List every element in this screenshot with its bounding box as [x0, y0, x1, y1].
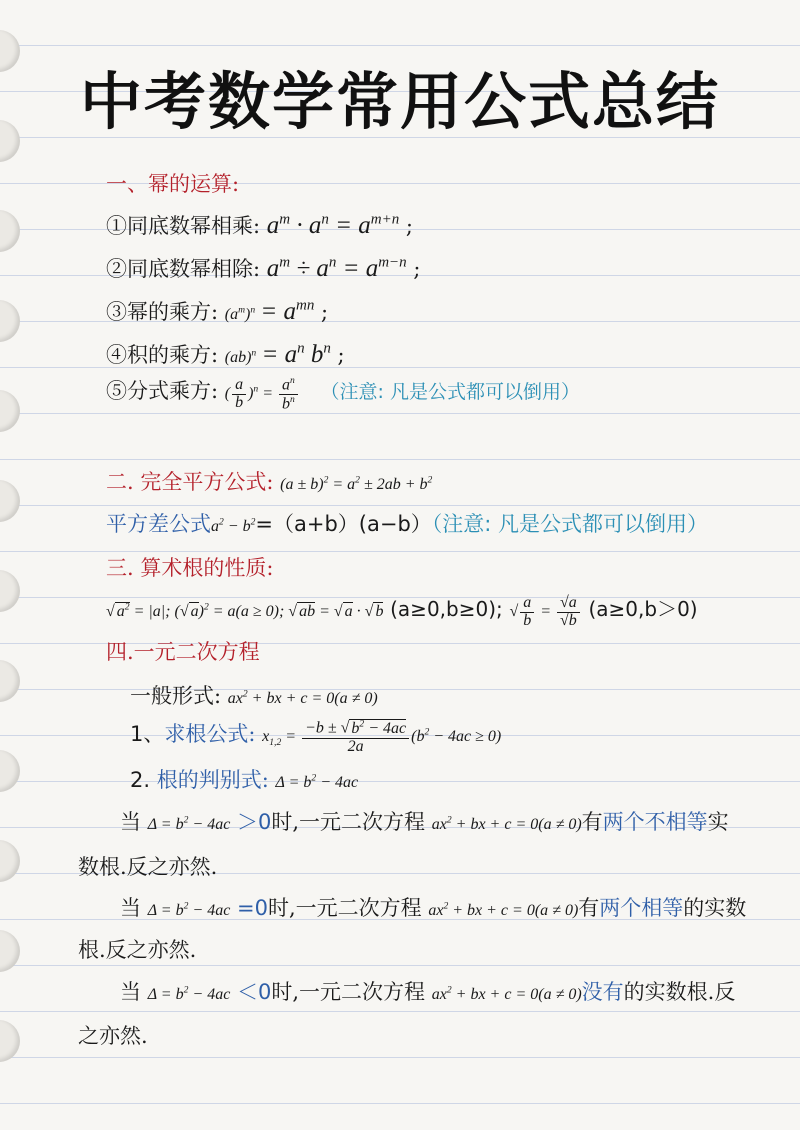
diff-squares-rhs: =（a+b）(a−b） [255, 512, 432, 536]
formula-same-base-divide: ②同底数幂相除: $a^m \div a^n = a^{m-n}$ ; [106, 254, 421, 282]
case-no-real-roots: 当 $\Delta = b^2 - 4ac <0$时,一元二次方程 $ax^2$ + bx + c = 0(a ≠ 0)没有的实数根.反 [120, 980, 736, 1004]
quadratic-discriminant: 2. 根的判别式: $\Delta = b^2 - 4ac$ [130, 768, 359, 792]
formula-same-base-multiply: ①同底数幂相乘: $a^m \cdot a^n = a^{m+n}$ ; [106, 211, 413, 239]
case-two-equal-roots: 当 $\Delta = b^2 - 4ac =0$时,一元二次方程 $ax^2$ + bx + c = 0(a ≠ 0)有两个相等的实数 [120, 896, 747, 920]
formula-root-properties: √ $a^2 = |a|$; (√ a)$^2$ = a(a ≥ 0); √ ab = √ a · √ b (a≥0,b≥0); √ $\frac{a}{b}$ = $\frac{√a}{√b}$ (a≥0,b＞0) [106, 594, 698, 629]
formula-difference-of-squares: 平方差公式$a^2 - b^2=(a+b)(a-b)$（注意: 凡是公式都可以倒用） [106, 512, 709, 536]
sec1-note: （注意: 凡是公式都可以倒用） [320, 381, 580, 403]
formula-fraction-power: ⑤分式乘方: ( $\frac{a}{b}$ )$^n$ = $\frac{a^n}{b^n}$ （注意: 凡是公式都可以倒用） [106, 374, 580, 413]
root-formula-label: 求根公式: [164, 722, 256, 746]
item4-label: ④积的乘方: [106, 343, 219, 367]
item3-label: ③幂的乘方: [106, 300, 219, 324]
diff-squares-label: 平方差公式 [106, 512, 211, 536]
item5-label: ⑤分式乘方: [106, 379, 219, 403]
case3-continuation: 之亦然. [78, 1024, 148, 1048]
formula-perfect-square: 二. 完全平方公式: $(a \pm b)^2 = a^2 \pm 2ab + b^2$ [106, 470, 433, 494]
case1-continuation: 数根.反之亦然. [78, 855, 218, 879]
root-formula-num: 1、 [130, 722, 165, 746]
case-two-distinct-roots: 当 $\Delta = b^2 - 4ac >0$时,一元二次方程 $ax^2$ + bx + c = 0(a ≠ 0)有两个不相等实 [120, 810, 729, 834]
sec2-note: （注意: 凡是公式都可以倒用） [431, 512, 709, 536]
section1-heading: 一、幂的运算: [106, 172, 240, 196]
section3-heading: 三. 算术根的性质: [106, 556, 274, 580]
disc-num: 2. [130, 768, 151, 792]
formula-power-of-power: ③幂的乘方: $(a^m)^n = a^{mn}$ ; [106, 297, 329, 325]
quadratic-root-formula: 1、求根公式: $x_{1,2}$ = $\frac{-b \pm √ b^2 - 4ac}{2a}$ $(b^2 - 4ac \ge 0)$ [130, 718, 502, 755]
root-cond2: (a≥0,b＞0) [588, 597, 698, 621]
item1-label: ①同底数幂相乘: [106, 214, 261, 238]
section4-heading: 四.一元二次方程 [106, 640, 260, 664]
section2-heading: 二. 完全平方公式: [106, 470, 274, 494]
case2-continuation: 根.反之亦然. [78, 938, 197, 962]
page-title: 中考数学常用公式总结 [79, 65, 720, 138]
disc-label: 根的判别式: [156, 768, 269, 792]
root-cond1: (a≥0,b≥0); [390, 597, 503, 621]
notebook-binding-holes [0, 0, 46, 1130]
general-form-label: 一般形式: [130, 684, 222, 708]
quadratic-general-form: 一般形式: $ax^2$ + bx + c = 0(a ≠ 0) [130, 684, 378, 708]
item2-label: ②同底数幂相除: [106, 257, 261, 281]
formula-power-of-product: ④积的乘方: $(ab)^n = a^n$ $b^n$ ; [106, 340, 345, 368]
